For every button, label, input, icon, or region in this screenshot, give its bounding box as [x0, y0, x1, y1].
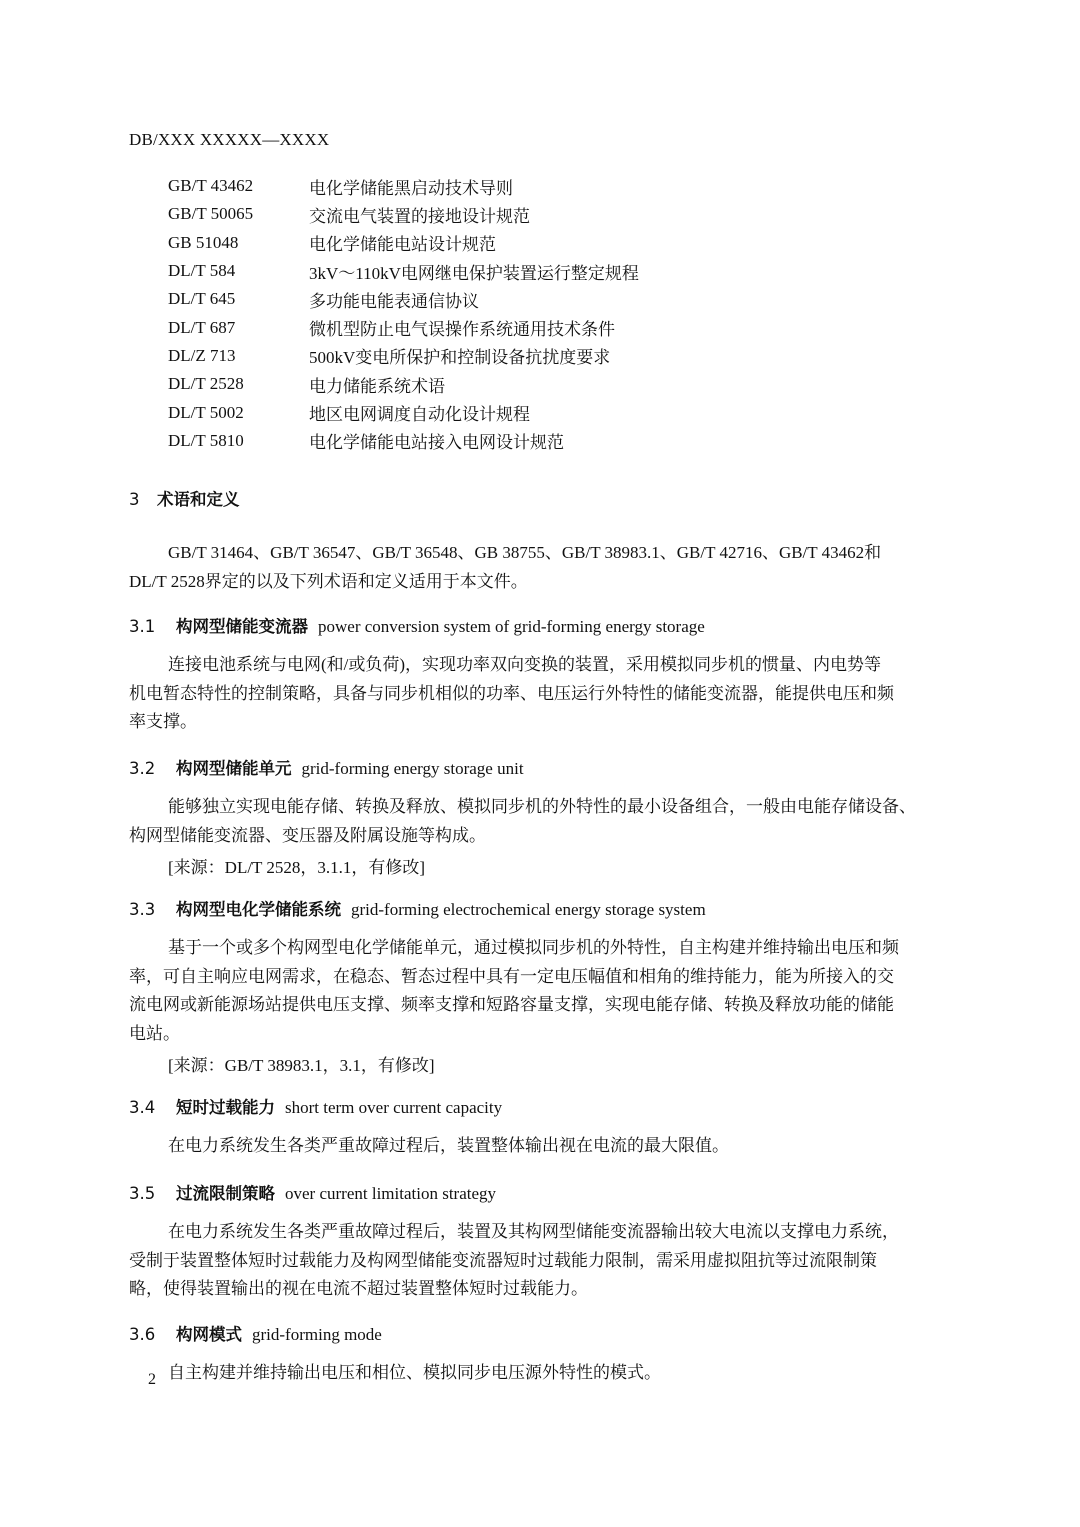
reference-title: 电力储能系统术语 — [309, 376, 445, 396]
reference-title: 电化学储能电站设计规范 — [309, 235, 496, 255]
paragraph-line: 连接电池系统与电网(和/或负荷)，实现功率双向变换的装置，采用模拟同步机的惯量、内电势等 — [168, 655, 882, 674]
reference-code: DL/T 5810 — [168, 430, 244, 450]
term-number: 3.4 — [129, 1098, 156, 1117]
document-id-header: DB/XXX XXXXX—XXXX — [129, 130, 330, 149]
reference-code: DL/Z 713 — [168, 345, 236, 365]
paragraph-line: 率，可自主响应电网需求，在稳态、暂态过程中具有一定电压幅值和相角的维持能力，能为所接入的交 — [129, 966, 894, 986]
term-source-3-2: [来源：DL/T 2528，3.1.1，有修改] — [168, 858, 426, 877]
paragraph-line: 构网型储能变流器、变压器及附属设施等构成。 — [129, 825, 486, 845]
reference-row — [168, 342, 968, 370]
paragraph-line: 电站。 — [129, 1023, 180, 1043]
paragraph-line: 流电网或新能源场站提供电压支撑、频率支撑和短路容量支撑，实现电能存储、转换及释放功能的储能 — [129, 995, 894, 1015]
reference-row — [168, 427, 968, 455]
reference-row — [168, 257, 968, 285]
term-source-3-3: [来源：GB/T 38983.1，3.1，有修改] — [168, 1056, 435, 1075]
reference-title: 500kV变电所保护和控制设备抗扰度要求 — [309, 348, 611, 368]
reference-code: DL/T 584 — [168, 261, 236, 281]
term-name: 构网型储能单元 — [176, 759, 292, 778]
term-name: 构网型电化学储能系统 — [176, 900, 341, 919]
paragraph-line: 机电暂态特性的控制策略，具备与同步机相似的功率、电压运行外特性的储能变流器，能提供电压和频 — [129, 683, 894, 703]
reference-title: 地区电网调度自动化设计规程 — [309, 405, 530, 425]
term-heading-3-3 — [129, 896, 706, 920]
reference-code: DL/T 687 — [168, 317, 236, 337]
term-heading-3-4 — [129, 1094, 502, 1118]
term-heading-3-2 — [129, 755, 524, 779]
term-english: over current limitation strategy — [285, 1184, 497, 1203]
term-heading-3-5 — [129, 1180, 496, 1204]
reference-code: GB 51048 — [168, 232, 239, 252]
term-name: 构网模式 — [176, 1325, 242, 1344]
term-definition-3-1 — [129, 651, 979, 737]
reference-row — [168, 229, 968, 257]
term-english: grid-forming mode — [252, 1325, 382, 1344]
paragraph-line: 率支撑。 — [129, 712, 197, 732]
term-definition-3-2 — [129, 793, 979, 850]
paragraph-line: 自主构建并维持输出电压和相位、模拟同步电压源外特性的模式。 — [168, 1363, 661, 1382]
reference-code: GB/T 50065 — [168, 204, 254, 224]
reference-code: DL/T 645 — [168, 289, 236, 309]
paragraph-line: 在电力系统发生各类严重故障过程后，装置整体输出视在电流的最大限值。 — [168, 1136, 729, 1155]
paragraph-line: 略，使得装置输出的视在电流不超过装置整体短时过载能力。 — [129, 1279, 588, 1299]
reference-code: DL/T 2528 — [168, 374, 244, 394]
reference-title: 3kV～110kV电网继电保护装置运行整定规程 — [309, 263, 639, 283]
reference-code: GB/T 43462 — [168, 176, 254, 196]
reference-row — [168, 398, 968, 426]
page-number: 2 — [148, 1371, 156, 1388]
term-definition-3-5 — [129, 1218, 979, 1304]
term-name: 短时过载能力 — [176, 1098, 275, 1117]
term-heading-3-1 — [129, 613, 705, 637]
reference-row — [168, 285, 968, 313]
paragraph-line: 能够独立实现电能存储、转换及释放、模拟同步机的外特性的最小设备组合，一般由电能存储设备、 — [168, 797, 916, 816]
paragraph-line: 受制于装置整体短时过载能力及构网型储能变流器短时过载能力限制，需采用虚拟阻抗等过流限制策 — [129, 1250, 877, 1270]
reference-title: 电化学储能电站接入电网设计规范 — [309, 433, 564, 453]
term-english: grid-forming electrochemical energy storage system — [351, 900, 706, 919]
paragraph-line: GB/T 31464、GB/T 36547、GB/T 36548、GB 38755、GB/T 38983.1、GB/T 42716、GB/T 43462和 — [168, 543, 882, 562]
reference-row — [168, 370, 968, 398]
term-english: grid-forming energy storage unit — [301, 759, 524, 778]
section-3-heading — [129, 486, 240, 510]
term-definition-3-6 — [129, 1359, 979, 1388]
term-english: power conversion system of grid-forming energy storage — [318, 617, 705, 636]
term-definition-3-4 — [129, 1132, 979, 1161]
term-number: 3.3 — [129, 900, 156, 919]
reference-row — [168, 172, 968, 200]
term-number: 3.2 — [129, 759, 156, 778]
term-english: short term over current capacity — [285, 1098, 503, 1117]
normative-references-list — [168, 172, 968, 455]
reference-title: 多功能电能表通信协议 — [309, 291, 479, 311]
reference-row — [168, 313, 968, 341]
reference-code: DL/T 5002 — [168, 402, 244, 422]
term-number: 3.1 — [129, 617, 156, 636]
reference-title: 电化学储能黑启动技术导则 — [309, 178, 513, 198]
section-title: 术语和定义 — [157, 490, 240, 509]
paragraph-line: DL/T 2528界定的以及下列术语和定义适用于本文件。 — [129, 571, 528, 591]
section-number: 3 — [129, 490, 140, 509]
term-number: 3.5 — [129, 1184, 156, 1203]
term-number: 3.6 — [129, 1325, 156, 1344]
term-heading-3-6 — [129, 1321, 382, 1345]
term-name: 构网型储能变流器 — [176, 617, 308, 636]
reference-row — [168, 200, 968, 228]
paragraph-line: 基于一个或多个构网型电化学储能单元，通过模拟同步机的外特性，自主构建并维持输出电压和频 — [168, 938, 899, 957]
term-name: 过流限制策略 — [176, 1184, 275, 1203]
paragraph-line: 在电力系统发生各类严重故障过程后，装置及其构网型储能变流器输出较大电流以支撑电力系统， — [168, 1222, 899, 1241]
reference-title: 微机型防止电气误操作系统通用技术条件 — [309, 320, 615, 340]
term-definition-3-3 — [129, 934, 979, 1048]
section-3-intro — [129, 539, 979, 596]
reference-title: 交流电气装置的接地设计规范 — [309, 206, 530, 226]
